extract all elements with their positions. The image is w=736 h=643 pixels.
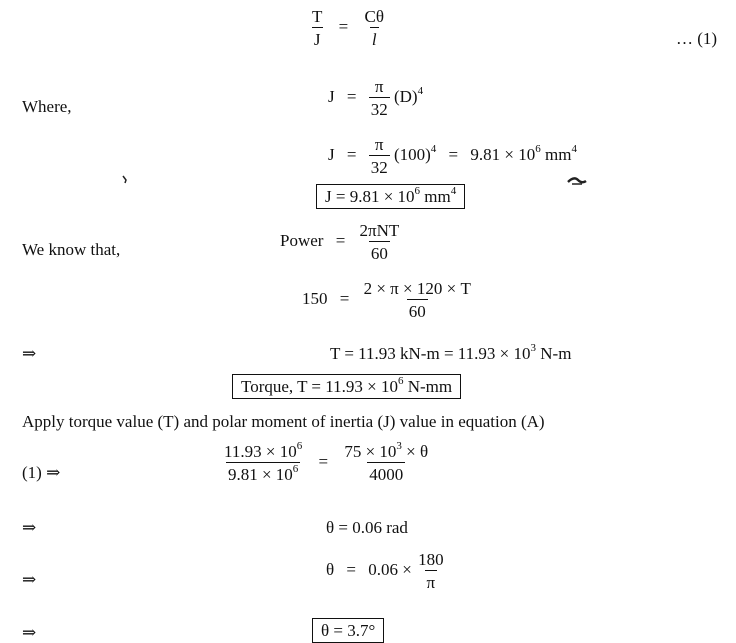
apply-sentence: Apply torque value (T) and polar moment of inertia (J) value in equation (A) [22, 412, 545, 431]
denominator-text: 9.81 × 10 [227, 465, 293, 484]
pi-over-32-fraction [369, 78, 390, 118]
theta-conversion-equation [326, 551, 446, 591]
diameter-value: (100) [393, 144, 431, 164]
torque-text: T = 11.93 kN-m = 11.93 × 10 [330, 344, 531, 363]
pi-over-32-fraction [369, 136, 390, 176]
implies-arrow: ⇒ [22, 570, 37, 589]
exponent: 3 [530, 342, 536, 354]
torque-result-unit: N-mm [403, 377, 453, 396]
equals-sign: = [318, 451, 329, 471]
rhs-fraction [362, 8, 385, 48]
power-symbol: Power [280, 230, 324, 250]
power-substitution [302, 280, 473, 320]
equals-sign: = [346, 86, 357, 106]
equals-sign: = [335, 230, 346, 250]
equals-sign: = [339, 288, 350, 308]
lhs-fraction [310, 8, 324, 48]
c-theta-over-l-fraction [342, 440, 430, 484]
exponent: 4 [417, 84, 424, 97]
numerator-text: 75 × 10 [344, 442, 397, 461]
substituted-equation [222, 440, 430, 484]
theta-symbol: θ [326, 559, 335, 579]
torque-equation [330, 342, 572, 363]
power-value: 150 [302, 288, 328, 308]
32-denominator: 32 [369, 155, 390, 176]
equals-sign: = [338, 16, 349, 36]
fraction-numerator [342, 440, 430, 462]
rhs-numerator: Cθ [364, 7, 384, 26]
equation-tag: … (1) [676, 29, 718, 48]
exponent: 6 [414, 185, 421, 197]
exponent: 6 [397, 375, 404, 387]
substitution-denominator: 60 [407, 299, 428, 320]
j-result-unit: mm [420, 187, 451, 206]
numerator-text: 11.93 × 10 [224, 442, 297, 461]
conversion-denominator: π [425, 570, 438, 591]
power-denominator: 60 [369, 241, 390, 262]
32-denominator: 32 [369, 97, 390, 118]
power-numerator: 2πNT [359, 221, 400, 240]
exponent: 6 [292, 463, 299, 475]
fraction-numerator [222, 440, 304, 462]
pi-numerator: π [374, 77, 384, 96]
lhs-denominator: J [312, 27, 323, 48]
torque-unit: N-m [536, 344, 572, 363]
power-substitution-fraction [362, 280, 473, 320]
j-result-box [316, 184, 465, 209]
diameter-term: (D) [393, 86, 418, 106]
implies-arrow: ⇒ [22, 518, 37, 537]
theta-coefficient: 0.06 × [368, 559, 412, 579]
torque-result-text: Torque, T = 11.93 × 10 [241, 377, 398, 396]
implies-arrow: ⇒ [22, 623, 37, 642]
exponent: 4 [450, 185, 457, 197]
theta-result-box: θ = 3.7° [312, 618, 384, 643]
fraction-denominator [226, 462, 300, 483]
exponent: 4 [571, 142, 577, 155]
scan-speck-mark [122, 174, 130, 184]
exponent: 6 [535, 142, 541, 155]
fraction-denominator: 4000 [367, 462, 405, 483]
power-equation [280, 222, 401, 262]
exponent: 4 [430, 142, 437, 155]
substitution-label: (1) ⇒ [22, 463, 61, 482]
substitution-numerator: 2 × π × 120 × T [363, 279, 471, 298]
torque-result-box [232, 374, 461, 399]
where-label: Where, [22, 97, 72, 116]
degree-conversion-fraction [416, 551, 446, 591]
exponent: 3 [396, 440, 402, 452]
implies-arrow: ⇒ [22, 344, 37, 363]
j-symbol: J [328, 144, 335, 164]
numerator-rest: × θ [401, 442, 429, 461]
power-fraction [358, 222, 402, 262]
scan-speck-mark [566, 174, 588, 186]
j-unit: mm [540, 144, 572, 164]
equals-sign: = [346, 559, 356, 579]
j-calculation [328, 136, 577, 176]
pi-numerator: π [374, 135, 384, 154]
we-know-label: We know that, [22, 240, 121, 259]
equals-sign: = [448, 144, 459, 164]
j-definition [328, 78, 423, 118]
lhs-numerator: T [312, 7, 323, 26]
theta-rad-equation: θ = 0.06 rad [326, 518, 408, 537]
j-result-text: J = 9.81 × 10 [325, 187, 415, 206]
exponent: 6 [296, 440, 303, 452]
conversion-numerator: 180 [418, 550, 444, 569]
torque-over-j-fraction [222, 440, 304, 484]
j-symbol: J [328, 86, 335, 106]
equation-1 [310, 8, 386, 48]
equals-sign: = [346, 144, 357, 164]
j-value: 9.81 × 10 [470, 144, 536, 164]
rhs-denominator: l [370, 27, 379, 48]
